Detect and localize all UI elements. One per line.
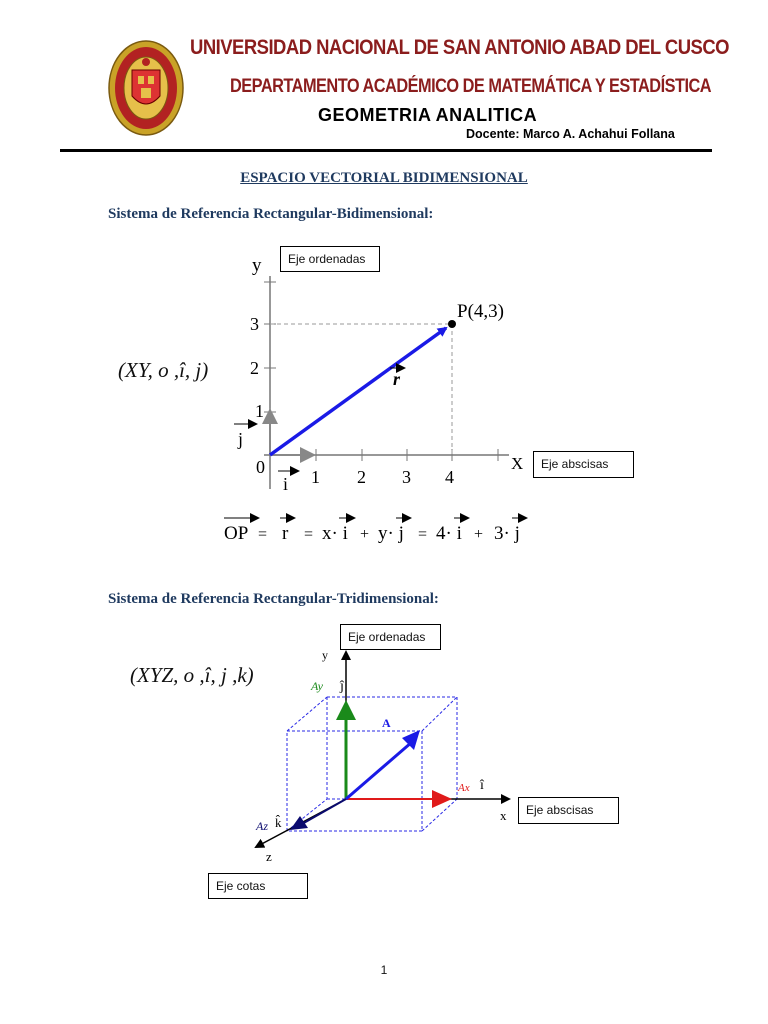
x-tick-label: 2 <box>357 467 366 487</box>
unit-j-arrowhead <box>262 408 278 424</box>
callout-eje-ordenadas-2d: Eje ordenadas <box>280 246 380 272</box>
unit-i-label: i <box>283 474 289 494</box>
eq-sign: = <box>418 526 428 543</box>
callout-eje-ordenadas-3d: Eje ordenadas <box>340 624 441 650</box>
y-tick-label: 2 <box>250 358 259 378</box>
eq-r: r <box>282 523 289 544</box>
x-tick-label: 4 <box>445 467 454 487</box>
axis-y-3d-label: y <box>322 648 328 662</box>
point-label: P(4,3) <box>457 301 504 322</box>
dashed-box <box>287 697 457 831</box>
component-az <box>302 799 346 824</box>
vector-a <box>346 742 412 799</box>
component-ay-arrowhead <box>336 700 356 720</box>
teacher-name: Docente: Marco A. Achahui Follana <box>466 127 675 141</box>
ay-label: Ay <box>311 679 323 693</box>
origin-label: 0 <box>256 457 265 477</box>
page-number: 1 <box>380 963 388 977</box>
eq-term1: x· i <box>322 523 348 544</box>
callout-eje-abscisas-2d: Eje abscisas <box>533 451 634 478</box>
eq-plus: + <box>360 526 370 543</box>
unit-i-label-3d: î <box>480 778 484 793</box>
point-p <box>448 320 456 328</box>
az-label: Az <box>256 819 268 833</box>
axis-y-label: y <box>252 255 262 276</box>
unit-j-label-3d: ĵ <box>340 679 344 694</box>
unit-i-arrowhead <box>300 447 316 463</box>
component-ax-arrowhead <box>432 790 452 808</box>
callout-eje-abscisas-3d: Eje abscisas <box>518 797 619 824</box>
y-tick-label: 3 <box>250 314 259 334</box>
axis-x-3d-label: x <box>500 808 507 823</box>
eq-sign: = <box>258 526 268 543</box>
figure-2d <box>224 244 564 554</box>
university-seal <box>108 40 184 136</box>
course-title: GEOMETRIA ANALITICA <box>318 105 538 125</box>
university-name: UNIVERSIDAD NACIONAL DE SAN ANTONIO ABAD DEL CUSCO <box>190 36 729 59</box>
y-tick-label: 1 <box>255 401 264 421</box>
tuple-2d: (XY, o ,î, j) <box>118 358 209 382</box>
eq-term2: y· j <box>378 523 404 544</box>
axis-x-label: X <box>511 454 524 473</box>
tuple-3d: (XYZ, o ,î, j ,k) <box>130 663 254 687</box>
header-divider <box>60 149 712 152</box>
callout-eje-cotas: Eje cotas <box>208 873 308 899</box>
vector-a-label: A <box>382 716 391 730</box>
eq-term4: 3· j <box>494 523 520 544</box>
axis-z-3d-label: z <box>266 849 272 864</box>
equation-2d <box>224 518 526 544</box>
eq-term3: 4· i <box>436 523 462 544</box>
figure-3d <box>214 634 514 874</box>
department-name: DEPARTAMENTO ACADÉMICO DE MATEMÁTICA Y ESTADÍSTICA <box>230 76 712 97</box>
x-tick-label: 3 <box>402 467 411 487</box>
section-3d-heading: Sistema de Referencia Rectangular-Tridimensional: <box>108 591 439 607</box>
unit-k-label-3d: k̂ <box>275 815 282 830</box>
section-2d-heading: Sistema de Referencia Rectangular-Bidimensional: <box>108 206 434 222</box>
document-title: ESPACIO VECTORIAL BIDIMENSIONAL <box>240 170 528 186</box>
ax-label: Ax <box>458 782 470 794</box>
vector-r-label: r <box>393 369 401 389</box>
eq-lhs: OP <box>224 523 249 544</box>
eq-plus: + <box>474 526 484 543</box>
vector-r <box>270 328 446 455</box>
unit-j-label: j <box>238 429 244 449</box>
x-tick-label: 1 <box>311 467 320 487</box>
eq-sign: = <box>304 526 314 543</box>
